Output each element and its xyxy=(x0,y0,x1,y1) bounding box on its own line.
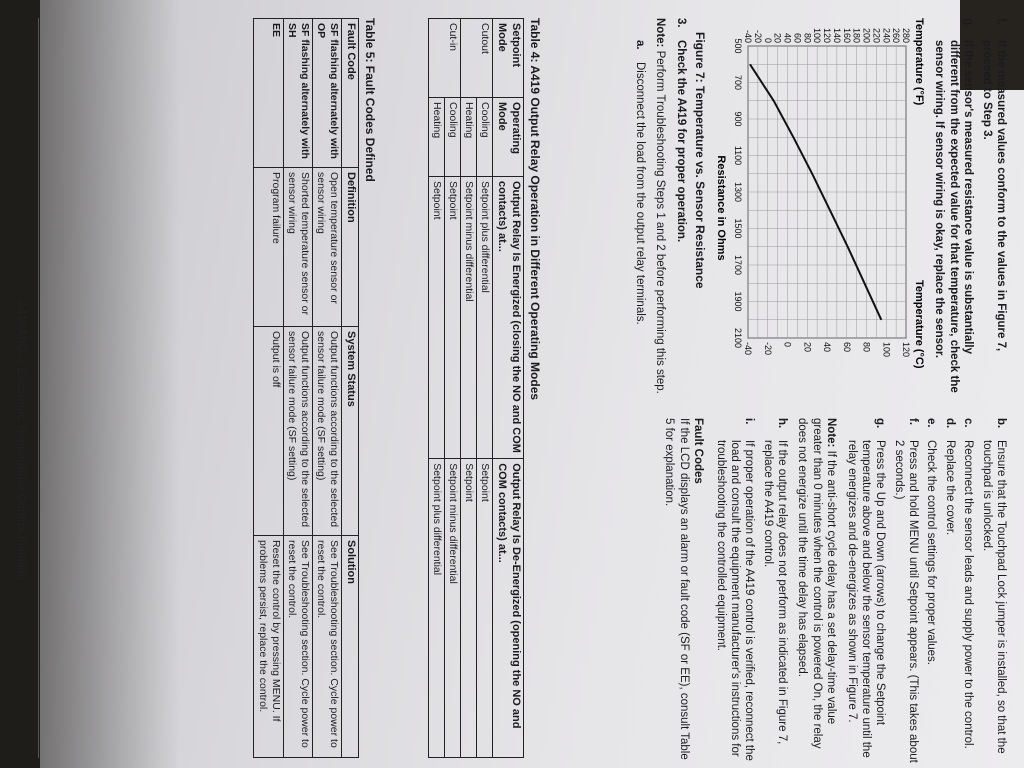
step-marker: d. xyxy=(943,418,956,429)
table-cell: SF flashing alternately with OP xyxy=(313,19,342,168)
page-footer: A419ABG-3 Electronic Temperature Control Installati xyxy=(15,300,29,580)
table-header: Solution xyxy=(342,536,359,758)
table-cell: Setpoint xyxy=(429,177,445,459)
y-tick-label-f: 240 xyxy=(881,27,892,43)
y-tick-label-f: 120 xyxy=(822,27,833,43)
step-marker: i. xyxy=(743,418,756,425)
x-tick-label: 1300 xyxy=(733,181,744,203)
temperature-resistance-chart xyxy=(713,18,928,398)
y-tick-label-f: -20 xyxy=(753,29,763,43)
table-header: Output Relay Is Energized (closing the NO and COM contacts) at... xyxy=(493,177,524,459)
y-tick-label-f: 60 xyxy=(792,32,803,43)
note-block xyxy=(795,418,838,763)
table5-caption: Table 5: Fault Codes Defined xyxy=(363,18,377,182)
y-tick-label-f: 0 xyxy=(762,37,773,43)
table-row xyxy=(283,19,312,758)
step-g xyxy=(844,418,887,763)
step-text: Check the control settings for proper values. xyxy=(925,440,938,666)
step-text: If the measured values conform to the values in Figure 7, proceed to Step 3. xyxy=(980,40,1007,352)
y-tick-label-f: -40 xyxy=(743,29,754,43)
step-g xyxy=(932,18,975,398)
table-cell: Cut-in xyxy=(429,19,461,98)
step-text: Ensure that the Touchpad Lock jumper is installed, so that the touchpad is unlocked. xyxy=(980,440,1007,754)
step-text: If the sensor's measured resistance value is substantially different from the expected value for that temperature, check the sensor wiring. If sensor wiring is okay, replace the sensor. xyxy=(933,40,975,393)
y-tick-label-c: 80 xyxy=(861,342,872,353)
table-cell: Open temperature sensor or sensor wiring xyxy=(313,168,342,327)
x-axis-label: Resistance in Ohms xyxy=(715,155,728,261)
table-cell: EE xyxy=(254,19,283,168)
step-marker: e. xyxy=(925,418,938,428)
y-tick-label-f: 280 xyxy=(901,27,912,43)
table-row xyxy=(445,19,461,758)
step-text: If proper operation of the A419 control is verified, reconnect the load and consult the equipment manufacturer's instructions for troubleshooting the controlled equipment. xyxy=(714,440,756,761)
table-cell: Output is off xyxy=(254,327,283,536)
table-cell: Output functions according to the selected sensor failure mode (SF setting) xyxy=(313,327,342,536)
table-cell: Shorted temperature sensor or sensor wiring xyxy=(283,168,312,327)
table-row xyxy=(461,19,477,758)
x-tick-label: 2100 xyxy=(733,327,744,349)
step-text: Press the Up and Down (arrows) to change the Setpoint temperature above and below the sensor temperature until the relay energizes and de-energizes as shown in Figure 7. xyxy=(845,440,887,758)
y-axis-label-f: Temperature (°F) xyxy=(913,18,926,106)
table-cell: SF flashing alternately with SH xyxy=(283,19,312,168)
step-i xyxy=(713,418,756,763)
table4-caption: Table 4: A419 Output Relay Operation in Different Operating Modes xyxy=(528,18,542,401)
y-tick-label-f: 140 xyxy=(832,27,842,43)
step-text: Reconnect the sensor leads and supply power to the control. xyxy=(962,440,975,749)
step-f xyxy=(979,18,1008,398)
step-marker: c. xyxy=(962,418,975,428)
note-label: Note: xyxy=(654,18,667,48)
y-tick-label-f: 40 xyxy=(782,32,793,43)
table-row xyxy=(429,19,445,758)
step-a xyxy=(633,40,647,398)
table-cell: See Troubleshooting section. Cycle power to reset the control. xyxy=(283,536,312,758)
step-h xyxy=(760,418,789,763)
y-tick-label-f: 20 xyxy=(772,32,783,43)
chart-grid xyxy=(748,46,906,338)
step-text: If the output relay does not perform as indicated in Figure 7, replace the A419 control. xyxy=(761,440,789,745)
table-cell: Cooling xyxy=(445,98,461,177)
table-row xyxy=(254,19,283,758)
y-tick-label-f: 220 xyxy=(871,27,882,43)
step-marker: f. xyxy=(907,418,920,426)
step-text: Check the A419 for proper operation. xyxy=(674,40,687,243)
table-cell: Setpoint xyxy=(445,177,461,459)
note-label: Note: xyxy=(825,418,838,448)
table5 xyxy=(254,18,360,758)
table-cell: Setpoint xyxy=(461,459,477,758)
y-tick-label-c: 100 xyxy=(881,342,892,358)
table-cell: Cooling xyxy=(477,98,493,177)
step-3 xyxy=(673,18,687,398)
table-header: Setpoint Mode xyxy=(493,19,524,98)
table-cell: Reset the control by pressing MENU. If problems persist, replace the control. xyxy=(254,536,283,758)
step-f xyxy=(891,418,920,763)
step-text: Press and hold MENU until Setpoint appears. (This takes about 2 seconds.) xyxy=(892,440,920,763)
figure-7 xyxy=(692,18,928,398)
y-tick-label-f: 160 xyxy=(841,27,852,43)
step-e xyxy=(924,418,938,763)
table-row xyxy=(313,19,342,758)
left-column xyxy=(629,18,1008,398)
y-tick-label-c: -20 xyxy=(762,342,773,356)
step-marker: h. xyxy=(776,418,789,429)
table-header: Definition xyxy=(342,168,359,327)
step-text: Replace the cover. xyxy=(943,440,956,536)
x-tick-label: 1500 xyxy=(733,218,744,239)
step-d xyxy=(943,418,957,763)
figure-title: Figure 7: Temperature vs. Sensor Resistance xyxy=(692,32,707,289)
right-column xyxy=(662,418,1008,763)
x-tick-label: 1900 xyxy=(733,291,744,312)
table-cell: Setpoint plus differential xyxy=(477,177,493,459)
y-tick-label-c: 0 xyxy=(782,342,793,348)
table4 xyxy=(428,18,524,758)
y-tick-label-c: 60 xyxy=(841,342,852,353)
y-axis-label-c: Temperature (°C) xyxy=(913,280,926,369)
step-marker: a. xyxy=(634,40,646,50)
table-cell: Setpoint xyxy=(477,459,493,758)
note-text: Perform Troubleshooting Steps 1 and 2 before performing this step. xyxy=(654,50,667,394)
y-tick-label-f: 200 xyxy=(861,27,872,43)
table-cell: Cutout xyxy=(461,19,493,98)
y-tick-label-f: 180 xyxy=(851,27,862,43)
step-marker: 3. xyxy=(674,18,687,28)
y-tick-label-c: -40 xyxy=(743,342,754,356)
step-marker: g. xyxy=(874,418,887,429)
y-tick-label-f: 260 xyxy=(891,27,902,43)
step-b xyxy=(979,418,1008,763)
step-marker: g. xyxy=(962,18,975,29)
y-tick-label-c: 120 xyxy=(901,342,912,358)
note-text: If the anti-short cycle delay has a set delay-time value greater than 0 minutes when the control is powered On, the relay does not energize until the time delay has elapsed. xyxy=(796,418,838,749)
step-text: Disconnect the load from the output relay terminals. xyxy=(634,62,646,325)
table-cell: Heating xyxy=(429,98,445,177)
fault-codes-text: If the LCD displays an alarm or fault code (SF or EE), consult Table 5 for explanation. xyxy=(663,418,690,760)
table-cell: Setpoint plus differential xyxy=(429,459,445,758)
table-cell: Setpoint minus differential xyxy=(461,177,477,459)
x-tick-label: 1700 xyxy=(733,254,744,276)
step-marker: b. xyxy=(995,418,1007,429)
table-row xyxy=(477,19,493,758)
step-marker: f. xyxy=(995,18,1007,26)
table-header: System Status xyxy=(342,327,359,536)
table-cell: See Troubleshooting section. Cycle power to reset the control. xyxy=(313,536,342,758)
table-header: Output Relay Is De-Energized (opening the NO and COM contacts) at... xyxy=(493,459,524,758)
table-header: Fault Code xyxy=(342,19,359,168)
table-cell: Setpoint minus differential xyxy=(445,459,461,758)
y-tick-label-c: 20 xyxy=(802,342,813,353)
table-cell: Program failure xyxy=(254,168,283,327)
table-cell: Output functions according to the selected sensor failure mode (SF setting) xyxy=(283,327,312,536)
step-c xyxy=(961,418,975,763)
x-tick-label: 900 xyxy=(733,111,744,127)
footer-rule xyxy=(38,18,39,758)
x-tick-label: 1100 xyxy=(733,145,744,166)
y-tick-label-c: 40 xyxy=(822,342,833,353)
y-tick-label-f: 80 xyxy=(802,32,813,43)
x-tick-label: 700 xyxy=(733,74,744,91)
x-tick-label: 500 xyxy=(733,38,744,54)
fault-codes-heading: Fault Codes xyxy=(692,418,705,484)
note-block xyxy=(653,18,667,398)
table-cell: Heating xyxy=(461,98,477,177)
table-header: Operating Mode xyxy=(493,98,524,177)
y-tick-label-f: 100 xyxy=(812,27,823,43)
